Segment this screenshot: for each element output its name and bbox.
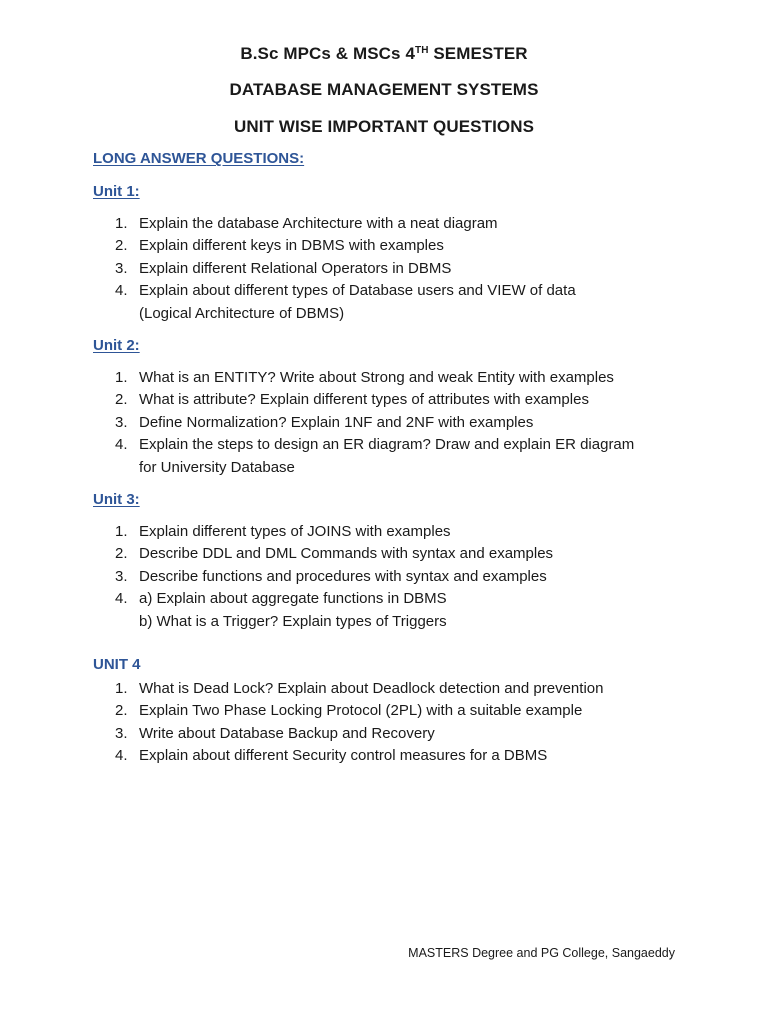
- question-item: [115, 213, 576, 235]
- question-number: 2.: [115, 545, 128, 563]
- question-item: [115, 258, 576, 280]
- question-text-continuation: (Logical Architecture of DBMS): [139, 304, 345, 322]
- question-number: 4.: [115, 590, 128, 608]
- question-number: 4.: [115, 436, 128, 454]
- question-item: [115, 235, 576, 257]
- question-item: [115, 521, 553, 543]
- course-title-text: B.Sc MPCs & MSCs 4: [240, 44, 415, 63]
- question-text-continuation: for University Database: [139, 458, 295, 476]
- question-text: a) Explain about aggregate functions in DBMS: [139, 590, 447, 608]
- course-title: [0, 44, 768, 64]
- unit-3-heading: Unit 3:: [93, 491, 140, 508]
- question-number: 4.: [115, 282, 128, 300]
- question-item: [115, 280, 576, 325]
- unit-1-question-list: [115, 213, 576, 325]
- question-item: [115, 367, 634, 389]
- question-text: Explain different keys in DBMS with examples: [139, 237, 444, 255]
- question-item: [115, 700, 603, 722]
- question-item: [115, 723, 603, 745]
- question-text: Write about Database Backup and Recovery: [139, 724, 435, 742]
- long-answer-heading: LONG ANSWER QUESTIONS:: [93, 150, 305, 167]
- question-number: 2.: [115, 391, 128, 409]
- question-text: Describe functions and procedures with syntax and examples: [139, 567, 547, 585]
- question-text: Explain about different Security control measures for a DBMS: [139, 747, 548, 765]
- question-text: Explain Two Phase Locking Protocol (2PL) with a suitable example: [139, 702, 583, 720]
- question-text: Explain different types of JOINS with examples: [139, 523, 451, 540]
- unit-2-question-list: [115, 367, 634, 479]
- question-number: 2.: [115, 702, 128, 720]
- course-title-suffix: SEMESTER: [428, 44, 528, 63]
- question-number: 1.: [115, 215, 128, 232]
- question-number: 1.: [115, 369, 128, 386]
- question-item: [115, 745, 603, 767]
- question-number: 3.: [115, 567, 128, 585]
- question-item: [115, 412, 634, 434]
- question-text: Explain about different types of Database users and VIEW of data: [139, 282, 576, 300]
- question-item: [115, 434, 634, 479]
- unit-2-heading: Unit 2:: [93, 337, 140, 354]
- question-item: [115, 389, 634, 411]
- unit-4-heading: UNIT 4: [93, 656, 141, 673]
- question-number: 3.: [115, 259, 128, 277]
- question-text: Describe DDL and DML Commands with syntax and examples: [139, 545, 554, 563]
- question-item: [115, 543, 553, 565]
- question-number: 4.: [115, 747, 128, 765]
- question-text: What is an ENTITY? Write about Strong and weak Entity with examples: [139, 369, 614, 386]
- question-text: Explain the steps to design an ER diagram? Draw and explain ER diagram: [139, 436, 635, 454]
- question-item: [115, 678, 603, 700]
- question-number: 2.: [115, 237, 128, 255]
- question-text: What is attribute? Explain different types of attributes with examples: [139, 391, 589, 409]
- unit-3-question-list: [115, 521, 553, 633]
- question-item: [115, 588, 553, 633]
- college-footer: MASTERS Degree and PG College, Sangaeddy: [408, 946, 675, 960]
- question-number: 3.: [115, 724, 128, 742]
- question-item: [115, 566, 553, 588]
- question-number: 1.: [115, 680, 128, 697]
- unit-1-heading: Unit 1:: [93, 183, 140, 200]
- document-title: UNIT WISE IMPORTANT QUESTIONS: [233, 117, 535, 136]
- question-number: 3.: [115, 413, 128, 431]
- question-text: Explain the database Architecture with a neat diagram: [139, 215, 498, 232]
- unit-4-question-list: [115, 678, 603, 768]
- course-title-superscript: TH: [415, 45, 429, 56]
- subject-title: DATABASE MANAGEMENT SYSTEMS: [229, 80, 539, 99]
- question-text: Explain different Relational Operators in DBMS: [139, 259, 452, 277]
- question-text: What is Dead Lock? Explain about Deadlock detection and prevention: [139, 680, 604, 697]
- question-text-continuation: b) What is a Trigger? Explain types of Triggers: [139, 612, 447, 630]
- question-number: 1.: [115, 523, 128, 540]
- question-text: Define Normalization? Explain 1NF and 2NF with examples: [139, 413, 534, 431]
